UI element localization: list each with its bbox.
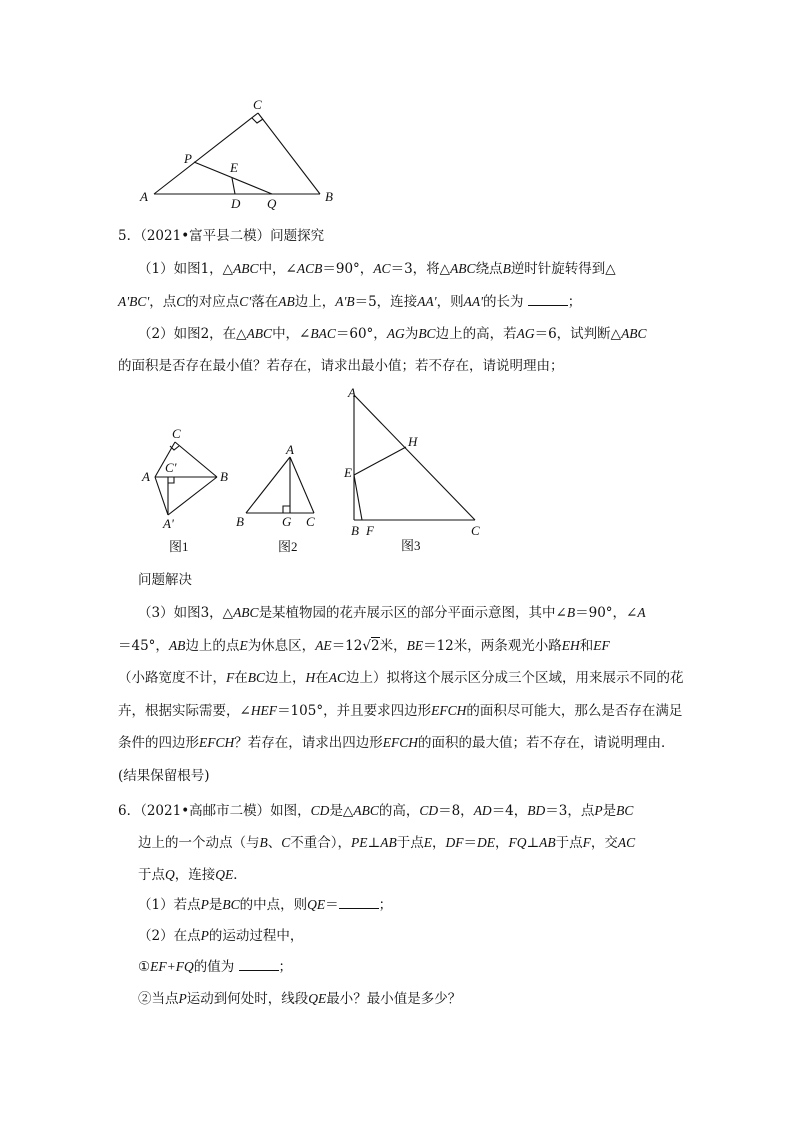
fig1-label-b: B (220, 469, 228, 484)
fig3-label-h: H (408, 434, 418, 449)
fig3-label-a: A (348, 385, 356, 400)
fig2-caption: 图2 (278, 539, 298, 554)
label-p: P (184, 151, 192, 166)
answer-blank-1[interactable] (528, 291, 568, 306)
q6-sub2: （2）在点P的运动过程中， (138, 928, 304, 944)
fig3-eh (354, 447, 406, 475)
fig3-ac (354, 395, 475, 520)
figure-3 (340, 385, 490, 555)
q6-sub2-item1: ①EF+FQ的值为 ； (138, 951, 708, 984)
q6-stem: 6．（2021•高邮市二模）如图，CD是△ABC的高，CD＝8，AD＝4，BD＝3，点P是BC 边上的一个动点（与B、C不重合），PE⊥AB于点E，DF＝DE，FQ⊥AB于点F，交AC 于点Q，连接QE． (118, 803, 636, 883)
answer-blank-2[interactable] (339, 894, 379, 909)
label-q: Q (267, 196, 277, 211)
top-triangle-figure (130, 95, 350, 215)
fig3-ef (354, 475, 362, 520)
answer-blank-3[interactable] (239, 956, 279, 971)
q5-part3: （3）如图3，△ABC是某植物园的花卉展示区的部分平面示意图，其中∠B＝90°，∠A ＝45°，AB边上的点E为休息区，AE＝12√2米，BE＝12米，两条观光小路EH和EF （小路宽度不计，F在BC边上，H在AC边上）拟将这个展示区分成三个区域，用来展示不同的花卉，根据实际需要，∠HEF＝105°，并且要求四边形EFCH的面积尽可能大，那么是否存在满足条件的四边形EFCH？若存在，请求出四边形EFCH的面积的最大值；若不存在，请说明理由．(结果保留根号) (118, 605, 684, 784)
fig1-aa1 (155, 477, 168, 515)
fig1-label-ap: A' (163, 516, 174, 531)
fig2-label-g: G (282, 514, 292, 529)
fig2-label-b: B (236, 514, 244, 529)
q5-part2: （2）如图2，在△ABC中，∠BAC＝60°，AG为BC边上的高，若AG＝6，试判断△ABC 的面积是否存在最小值？若存在，请求出最小值；若不存在，请说明理由； (118, 326, 647, 374)
fig3-label-e: E (344, 465, 352, 480)
segment-ed (232, 178, 235, 194)
fig1-right-angle-c1 (168, 477, 174, 483)
fig3-label-f: F (366, 523, 374, 538)
label-a: A (140, 189, 148, 204)
q5-section-solve: 问题解决 (138, 572, 192, 588)
fig1-a1b (168, 477, 217, 515)
fig1-cb (175, 442, 217, 477)
fig2-label-c: C (306, 514, 315, 529)
sqrt-symbol: √2 (362, 637, 380, 654)
label-d: D (231, 196, 241, 211)
label-e: E (230, 160, 238, 175)
segment-cb (258, 113, 320, 194)
q6-sub2-item2: ②当点P运动到何处时，线段QE最小？最小值是多少？ (138, 991, 462, 1007)
fig2-right-angle (283, 506, 290, 513)
fig2-ac (290, 457, 314, 513)
q5-heading (118, 221, 688, 253)
fig2-label-a: A (286, 442, 294, 457)
figure-1 (135, 425, 235, 560)
fig1-label-a: A (142, 469, 150, 484)
right-angle-mark (252, 118, 263, 123)
fig2-ba (246, 457, 290, 513)
fig3-label-b: B (351, 523, 359, 538)
fig3-caption: 图3 (401, 538, 421, 553)
q6-sub1: （1）若点P是BC的中点，则QE＝ ； (138, 889, 708, 922)
fig3-label-c: C (471, 523, 480, 538)
figure-2 (232, 440, 322, 560)
q5-source: （2021•富平县二模）问题探究 (140, 228, 325, 244)
fig1-label-c: C (172, 426, 181, 441)
q5-part1: （1）如图1，△ABC中，∠ACB＝90°，AC＝3，将△ABC绕点B逆时针旋转得到△ A'BC'，点C的对应点C'落在AB边上，A'B＝5，连接AA'，则AA'的长为 ； (118, 261, 616, 310)
q5-number: 5． (118, 228, 141, 244)
label-b: B (325, 189, 333, 204)
fig1-caption: 图1 (169, 539, 189, 554)
label-c: C (253, 97, 262, 112)
fig1-label-cp: C' (165, 460, 177, 475)
